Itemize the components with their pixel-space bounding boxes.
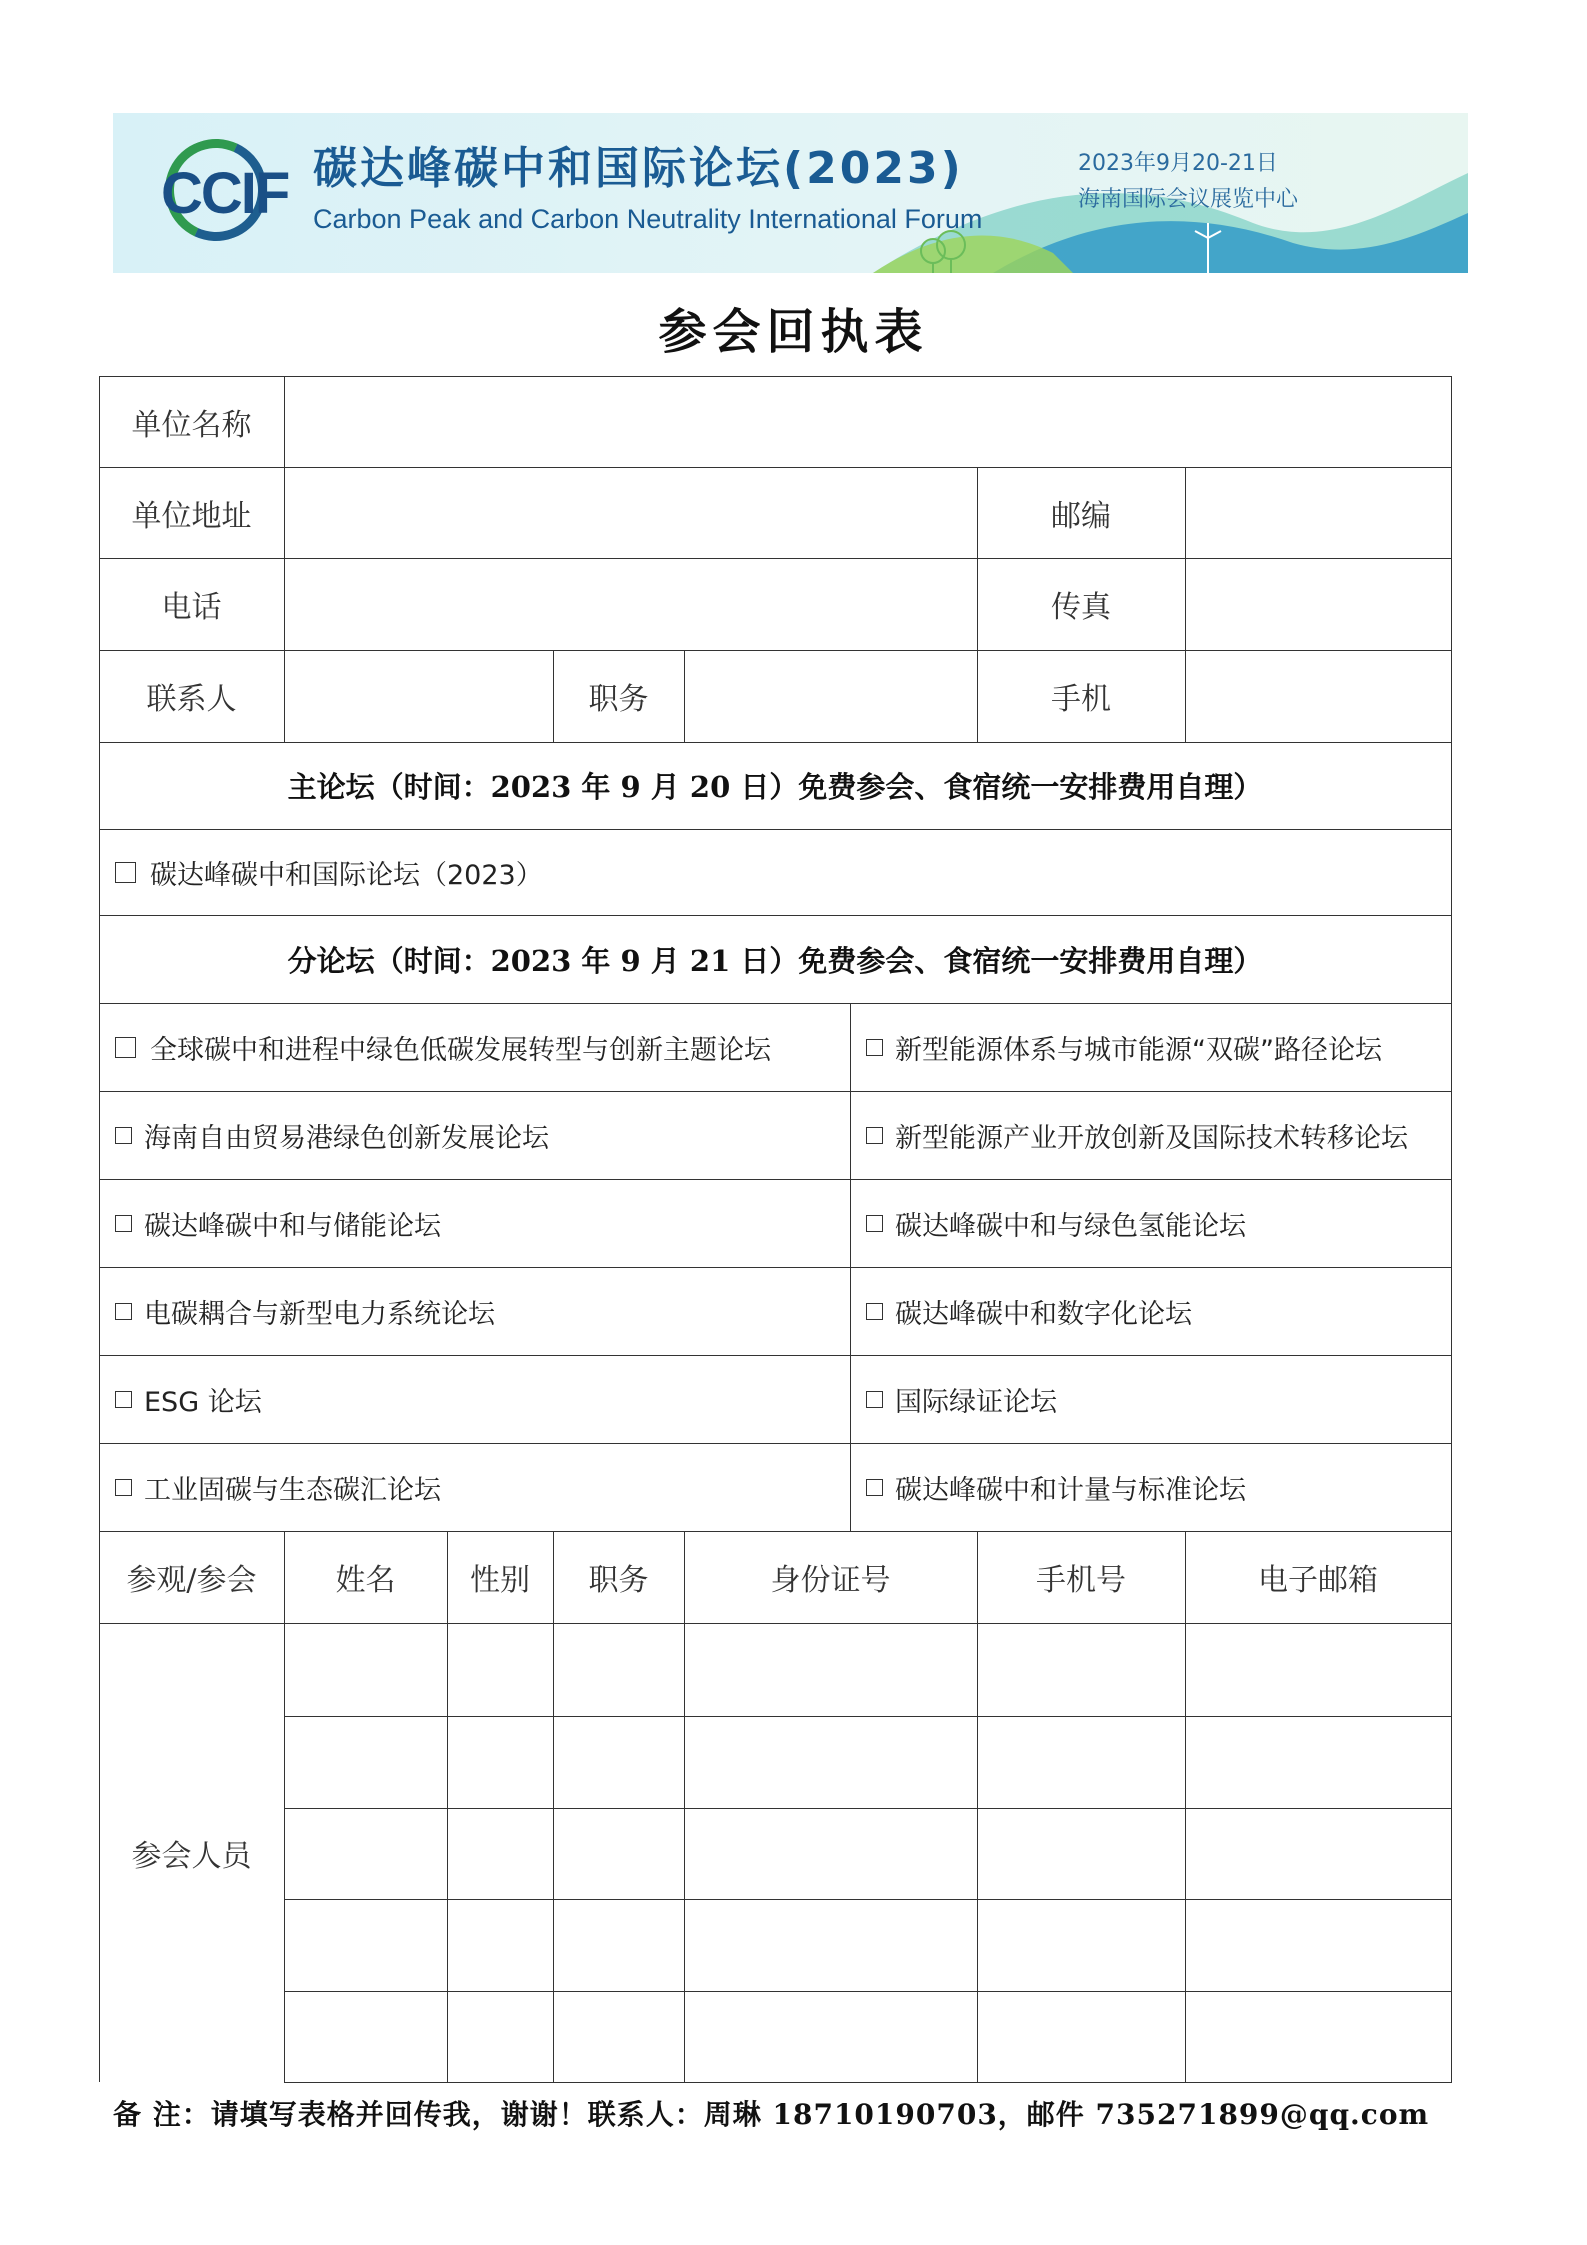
- sub-forum-option[interactable]: [115, 1003, 845, 1091]
- contact-field[interactable]: [284, 650, 553, 742]
- mobile-field[interactable]: [1185, 650, 1451, 742]
- org-name-field[interactable]: [284, 376, 1451, 467]
- fax-field[interactable]: [1185, 558, 1451, 650]
- col-header-email: 电子邮箱: [1258, 1563, 1378, 1598]
- label-org-address: 单位地址: [131, 498, 252, 534]
- postcode-field[interactable]: [1185, 467, 1451, 558]
- checkbox-icon[interactable]: [115, 1037, 136, 1058]
- sub-forum-option[interactable]: [866, 1179, 1446, 1267]
- option-label: 碳达峰碳中和数字化论坛: [895, 1298, 1192, 1330]
- option-label: 新型能源产业开放创新及国际技术转移论坛: [895, 1122, 1408, 1154]
- checkbox-icon[interactable]: [115, 1303, 132, 1320]
- option-label: 碳达峰碳中和国际论坛（2023）: [150, 859, 543, 891]
- col-header-mobile: 手机号: [1036, 1563, 1126, 1598]
- sub-forum-option[interactable]: [866, 1091, 1446, 1179]
- checkbox-icon[interactable]: [866, 1039, 883, 1056]
- label-mobile: 手机: [1051, 682, 1111, 717]
- sub-forum-option[interactable]: [866, 1267, 1446, 1355]
- forum-banner: [113, 113, 1468, 273]
- col-header-visit-attend: 参观/参会: [126, 1563, 257, 1598]
- col-header-gender: 性别: [470, 1563, 530, 1598]
- org-address-field[interactable]: [284, 467, 977, 558]
- sub-forum-option[interactable]: [115, 1355, 845, 1443]
- sub-forum-option[interactable]: [115, 1443, 845, 1531]
- sub-forum-option[interactable]: [866, 1003, 1446, 1091]
- checkbox-icon[interactable]: [115, 862, 136, 883]
- label-contact: 联系人: [146, 682, 237, 717]
- sub-forum-option[interactable]: [866, 1355, 1446, 1443]
- checkbox-icon[interactable]: [866, 1479, 883, 1496]
- label-postcode: 邮编: [1051, 498, 1111, 534]
- option-label: 国际绿证论坛: [895, 1386, 1057, 1418]
- option-label: ESG 论坛: [144, 1386, 262, 1418]
- sub-forum-option[interactable]: [866, 1443, 1446, 1531]
- banner-title-cn: 碳达峰碳中和国际论坛(2023): [313, 143, 964, 194]
- ccif-logo: CCIF: [161, 161, 289, 226]
- checkbox-icon[interactable]: [115, 1127, 132, 1144]
- footer-note: 备 注：请填写表格并回传我，谢谢！联系人：周琳 18710190703，邮件 735271899@qq.com: [113, 2098, 1430, 2131]
- sub-forum-option[interactable]: [115, 1091, 845, 1179]
- banner-title-en: Carbon Peak and Carbon Neutrality International Forum: [313, 204, 983, 234]
- banner-venue: 海南国际会议展览中心: [1078, 187, 1299, 212]
- option-label: 碳达峰碳中和与绿色氢能论坛: [895, 1210, 1246, 1242]
- sub-forum-option[interactable]: [115, 1179, 845, 1267]
- checkbox-icon[interactable]: [115, 1215, 132, 1232]
- option-label: 全球碳中和进程中绿色低碳发展转型与创新主题论坛: [150, 1034, 771, 1066]
- option-label: 碳达峰碳中和计量与标准论坛: [895, 1474, 1246, 1506]
- checkbox-icon[interactable]: [866, 1391, 883, 1408]
- position-field[interactable]: [684, 650, 977, 742]
- sub-forum-option[interactable]: [115, 1267, 845, 1355]
- option-label: 新型能源体系与城市能源“双碳”路径论坛: [895, 1034, 1382, 1066]
- main-forum-header: 主论坛（时间：2023 年 9 月 20 日）免费参会、食宿统一安排费用自理）: [287, 770, 1263, 804]
- label-org-name: 单位名称: [131, 407, 252, 443]
- checkbox-icon[interactable]: [115, 1391, 132, 1408]
- label-phone: 电话: [161, 590, 222, 625]
- label-position: 职务: [588, 682, 649, 717]
- form-title: 参会回执表: [658, 304, 929, 360]
- option-label: 工业固碳与生态碳汇论坛: [144, 1474, 441, 1506]
- attendees-row-label: 参会人员: [131, 1838, 252, 1874]
- checkbox-icon[interactable]: [115, 1479, 132, 1496]
- col-header-position: 职务: [588, 1563, 649, 1598]
- option-label: 海南自由贸易港绿色创新发展论坛: [144, 1122, 549, 1154]
- col-header-id-number: 身份证号: [770, 1563, 891, 1598]
- phone-field[interactable]: [284, 558, 977, 650]
- banner-date: 2023年9月20-21日: [1078, 151, 1278, 176]
- checkbox-icon[interactable]: [866, 1215, 883, 1232]
- sub-forum-header: 分论坛（时间：2023 年 9 月 21 日）免费参会、食宿统一安排费用自理）: [287, 943, 1263, 978]
- label-fax: 传真: [1051, 590, 1111, 625]
- col-header-name: 姓名: [335, 1563, 396, 1598]
- option-label: 电碳耦合与新型电力系统论坛: [144, 1298, 495, 1330]
- checkbox-icon[interactable]: [866, 1127, 883, 1144]
- main-forum-option[interactable]: [115, 829, 1435, 915]
- checkbox-icon[interactable]: [866, 1303, 883, 1320]
- option-label: 碳达峰碳中和与储能论坛: [144, 1210, 441, 1242]
